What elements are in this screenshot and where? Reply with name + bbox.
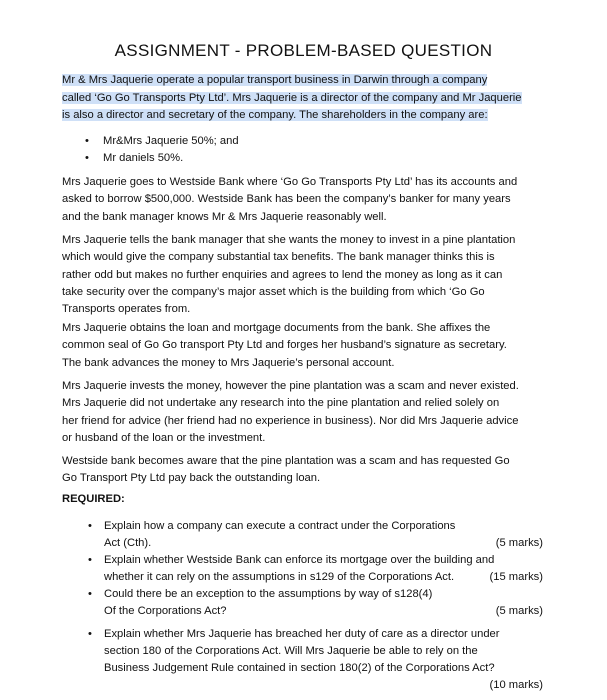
marks-label: (10 marks) xyxy=(489,679,543,691)
text-line: Mrs Jaquerie goes to Westside Bank where ‘Go Go Transports Pty Ltd’ has its accounts and xyxy=(62,176,518,188)
text-line: rather odd but makes no further enquiries and agrees to lend the money as long as it can xyxy=(62,268,503,281)
paragraph-loan-request xyxy=(62,174,548,226)
text-line: Go Transport Pty Ltd pay back the outstanding loan. xyxy=(62,472,321,485)
paragraph-mortgage xyxy=(62,320,548,372)
text-line: The bank advances the money to Mrs Jaquerie’s personal account. xyxy=(62,356,395,369)
text-line: Mrs Jaquerie invests the money, however the pine plantation was a scam and never existed. xyxy=(62,380,519,392)
intro-paragraph xyxy=(62,72,541,125)
question-line: • Explain whether Westside Bank can enforce its mortgage over the building and xyxy=(104,554,495,566)
text-line: Mrs Jaquerie did not undertake any research into the pine plantation and relied solely on xyxy=(62,397,500,410)
question-line: • Explain how a company can execute a contract under the Corporations xyxy=(104,520,456,532)
shareholder-list xyxy=(85,133,239,167)
paragraph-repayment xyxy=(62,453,548,488)
list-item: • Mr&Mrs Jaquerie 50%; and xyxy=(85,133,239,150)
required-question-3 xyxy=(88,586,543,620)
page-title: ASSIGNMENT - PROBLEM-BASED QUESTION xyxy=(114,41,493,60)
text-line: and the bank manager knows Mr & Mrs Jaquerie reasonably well. xyxy=(62,210,387,223)
paragraph-plantation xyxy=(62,232,548,318)
text-line: Transports operates from. xyxy=(62,303,191,316)
text-line: or husband of the loan or the investment. xyxy=(62,431,266,444)
required-question-1 xyxy=(88,518,543,552)
marks-label: (15 marks) xyxy=(489,571,543,583)
text-line: Mrs Jaquerie tells the bank manager that she wants the money to invest in a pine plantation xyxy=(62,234,516,246)
highlighted-line: called ‘Go Go Transports Pty Ltd’. Mrs Jaquerie is a director of the company and Mr Jaquerie xyxy=(62,91,522,104)
text-line: Westside bank becomes aware that the pine plantation was a scam and has requested Go xyxy=(62,455,510,467)
text-line: take security over the company’s major asset which is the building from which ‘Go Go xyxy=(62,285,485,298)
marks-label: (5 marks) xyxy=(495,605,543,617)
marks-label: (5 marks) xyxy=(495,537,543,549)
question-line: Business Judgement Rule contained in section 180(2) of the Corporations Act? xyxy=(104,662,495,674)
question-line: whether it can rely on the assumptions in s129 of the Corporations Act. xyxy=(104,571,455,583)
question-line: • Explain whether Mrs Jaquerie has breached her duty of care as a director under xyxy=(104,628,500,640)
question-line: section 180 of the Corporations Act. Will Mrs Jaquerie be able to rely on the xyxy=(104,645,478,657)
required-heading: REQUIRED: xyxy=(62,493,125,505)
text-line: common seal of Go Go transport Pty Ltd and forges her husband’s signature as secretary. xyxy=(62,339,507,352)
text-line: Mrs Jaquerie obtains the loan and mortgage documents from the bank. She affixes the xyxy=(62,322,491,334)
required-question-4 xyxy=(88,626,543,694)
highlighted-line: is also a director and secretary of the company. The shareholders in the company are: xyxy=(62,109,488,121)
paragraph-investment xyxy=(62,378,548,447)
text-line: asked to borrow $500,000. Westside Bank has been the company’s banker for many years xyxy=(62,193,511,206)
list-item: • Mr daniels 50%. xyxy=(85,150,239,167)
question-line: Act (Cth). xyxy=(104,537,152,549)
question-line: • Could there be an exception to the assumptions by way of s128(4) xyxy=(104,588,433,600)
question-line: Of the Corporations Act? xyxy=(104,605,227,617)
required-question-2 xyxy=(88,552,543,586)
text-line: which would give the company substantial tax benefits. The bank manager thinks this is xyxy=(62,251,495,264)
text-line: her friend for advice (her friend had no experience in business). Nor did Mrs Jaquerie advice xyxy=(62,414,519,427)
highlighted-line: Mr & Mrs Jaquerie operate a popular transport business in Darwin through a company xyxy=(62,74,488,86)
